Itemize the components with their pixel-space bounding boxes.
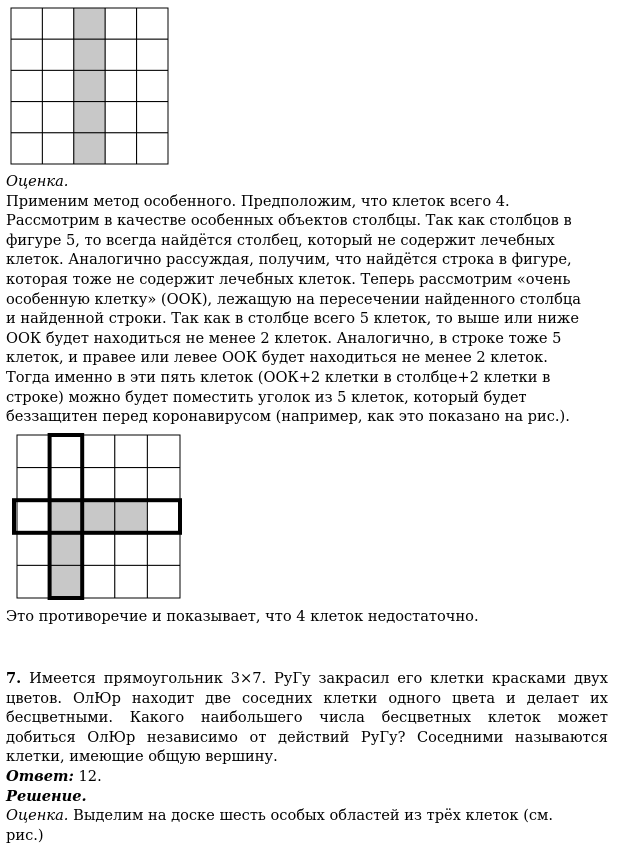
problem-number: 7. bbox=[6, 670, 22, 687]
grid-cell bbox=[105, 102, 136, 133]
grid-cell bbox=[137, 70, 168, 101]
answer-line bbox=[6, 767, 618, 787]
grid-cell bbox=[147, 565, 180, 598]
grid-cell bbox=[147, 533, 180, 566]
shaded-cell bbox=[74, 133, 105, 164]
estimate-line-10: Тогда именно в эти пять клеток (ООК+2 клетки в столбце+2 клетки в bbox=[6, 368, 551, 386]
estimate-line-5: которая тоже не содержит лечебных клеток. Теперь рассмотрим «очень bbox=[6, 270, 571, 288]
conclusion-block bbox=[6, 607, 618, 627]
grid-cell bbox=[115, 468, 148, 501]
solution-estimate-text: Выделим на доске шесть особых областей из трёх клеток (см. bbox=[68, 807, 554, 825]
grid-cell bbox=[42, 39, 73, 70]
grid-cell bbox=[137, 8, 168, 39]
shaded-cell bbox=[74, 70, 105, 101]
solution-estimate-label: Оценка. bbox=[6, 807, 69, 825]
estimate-section bbox=[6, 172, 618, 427]
estimate-line-12: беззащитен перед коронавирусом (например, как это показано на рис.). bbox=[6, 408, 570, 426]
estimate-heading: Оценка. bbox=[6, 173, 69, 190]
estimate-line-8: ООК будет находиться не менее 2 клеток. Аналогично, в строке тоже 5 bbox=[6, 329, 562, 347]
shaded-cell bbox=[115, 500, 148, 533]
problem-7-line-4: добиться ОлЮр независимо от действий РуГу? Соседними называются bbox=[6, 728, 608, 746]
grid-cell bbox=[147, 468, 180, 501]
grid-cell bbox=[11, 39, 42, 70]
grid-cell bbox=[82, 565, 115, 598]
grid-cell bbox=[147, 500, 180, 533]
shaded-cell bbox=[50, 533, 83, 566]
grid-cell bbox=[137, 102, 168, 133]
problem-7-line-2: цветов. ОлЮр находит две соседних клетки одного цвета и делает их bbox=[6, 689, 608, 707]
answer-value: 12. bbox=[73, 767, 102, 785]
grid-cell bbox=[105, 39, 136, 70]
figure-grid-shaded-column bbox=[10, 7, 170, 165]
grid-cell bbox=[17, 565, 50, 598]
shaded-cell bbox=[74, 39, 105, 70]
solution-estimate-line bbox=[6, 806, 618, 826]
grid-cell bbox=[50, 468, 83, 501]
grid-cell bbox=[82, 435, 115, 468]
problem-7-line-1-text: Имеется прямоугольник 3×7. РуГу закрасил его клетки красками двух bbox=[29, 670, 608, 687]
grid-cell bbox=[82, 468, 115, 501]
grid-cell bbox=[147, 435, 180, 468]
grid-cell bbox=[17, 500, 50, 533]
shaded-cell bbox=[74, 102, 105, 133]
grid-cell bbox=[11, 102, 42, 133]
estimate-line-9: клеток, и правее или левее ООК будет находиться не менее 2 клеток. bbox=[6, 349, 548, 367]
shaded-cell bbox=[82, 500, 115, 533]
grid-cell bbox=[11, 133, 42, 164]
grid-cell bbox=[50, 435, 83, 468]
shaded-cell bbox=[74, 8, 105, 39]
estimate-line-11: строке) можно будет поместить уголок из 5 клеток, который будет bbox=[6, 388, 527, 406]
grid-cell bbox=[82, 533, 115, 566]
solution-label: Решение. bbox=[6, 787, 87, 805]
estimate-line-1: Применим метод особенного. Предположим, что клеток всего 4. bbox=[6, 192, 510, 210]
grid-cell bbox=[137, 133, 168, 164]
estimate-line-3: фигуре 5, то всегда найдётся столбец, который не содержит лечебных bbox=[6, 231, 555, 249]
grid-cell bbox=[115, 435, 148, 468]
estimate-line-4: клеток. Аналогично рассуждая, получим, что найдётся строка в фигуре, bbox=[6, 251, 572, 269]
grid-cell bbox=[42, 133, 73, 164]
solution-estimate-line-2: рис.) bbox=[6, 826, 44, 844]
grid-cell bbox=[105, 8, 136, 39]
grid-cell bbox=[17, 468, 50, 501]
grid-cell bbox=[42, 102, 73, 133]
estimate-line-6: особенную клетку» (ООК), лежащую на пересечении найденного столбца bbox=[6, 290, 581, 308]
problem-7-line-5: клетки, имеющие общую вершину. bbox=[6, 748, 278, 766]
grid-cell bbox=[105, 70, 136, 101]
estimate-line-7: и найденной строки. Так как в столбце всего 5 клеток, то выше или ниже bbox=[6, 310, 579, 328]
problem-7-line-3: бесцветными. Какого наибольшего числа бесцветных клеток может bbox=[6, 709, 608, 727]
grid-cell bbox=[17, 435, 50, 468]
problem-7-line-1 bbox=[6, 669, 608, 689]
grid-cell bbox=[105, 133, 136, 164]
grid-cell bbox=[11, 70, 42, 101]
shaded-cell bbox=[50, 500, 83, 533]
shaded-cell bbox=[50, 565, 83, 598]
grid-cell bbox=[137, 39, 168, 70]
answer-label: Ответ: bbox=[6, 767, 74, 785]
estimate-line-2: Рассмотрим в качестве особенных объектов столбцы. Так как столбцов в bbox=[6, 212, 572, 230]
grid-cell bbox=[115, 565, 148, 598]
problem-7 bbox=[6, 669, 618, 845]
grid-cell bbox=[42, 8, 73, 39]
grid-cell bbox=[17, 533, 50, 566]
grid-cell bbox=[115, 533, 148, 566]
conclusion-text: Это противоречие и показывает, что 4 клеток недостаточно. bbox=[6, 608, 479, 625]
grid-cell bbox=[11, 8, 42, 39]
figure-grid-corner bbox=[12, 433, 184, 601]
grid-cell bbox=[42, 70, 73, 101]
